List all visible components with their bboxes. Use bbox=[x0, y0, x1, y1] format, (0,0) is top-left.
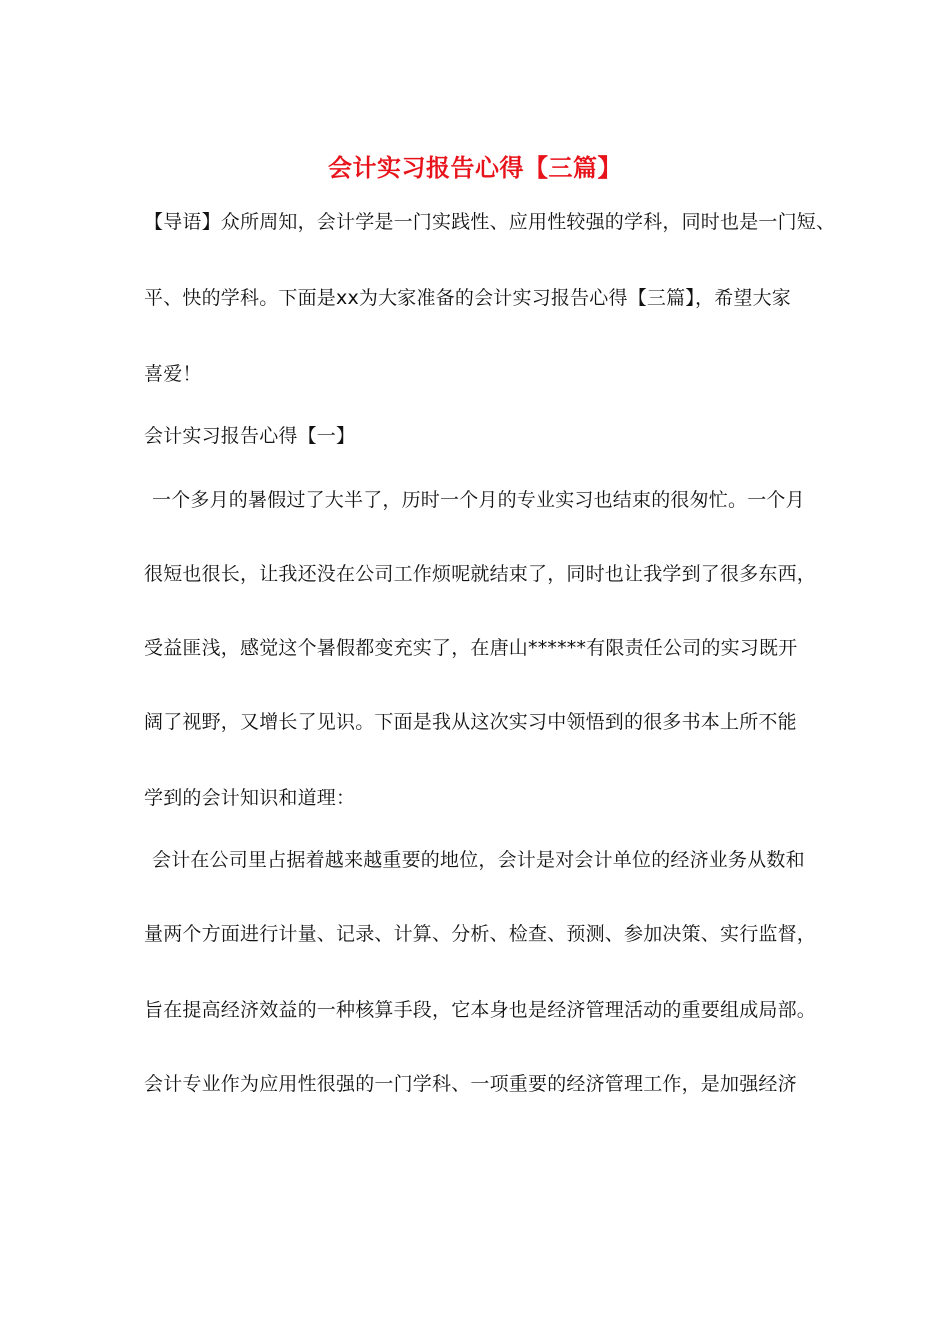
paragraph-1-line-1: 一个多月的暑假过了大半了，历时一个月的专业实习也结束的很匆忙。一个月 bbox=[152, 489, 805, 511]
intro-line-3: 喜爱！ bbox=[144, 363, 202, 385]
paragraph-1-line-4: 阔了视野，又增长了见识。下面是我从这次实习中领悟到的很多书本上所不能 bbox=[144, 711, 797, 733]
paragraph-1-line-2: 很短也很长，让我还没在公司工作烦呢就结束了，同时也让我学到了很多东西， bbox=[144, 563, 817, 585]
document-title: 会计实习报告心得【三篇】 bbox=[328, 154, 622, 182]
paragraph-1-line-5: 学到的会计知识和道理： bbox=[144, 787, 356, 809]
intro-line-2: 平、快的学科。下面是xx为大家准备的会计实习报告心得【三篇】，希望大家 bbox=[144, 287, 791, 309]
paragraph-2-line-1: 会计在公司里占据着越来越重要的地位，会计是对会计单位的经济业务从数和 bbox=[152, 849, 805, 871]
paragraph-2-line-4: 会计专业作为应用性很强的一门学科、一项重要的经济管理工作，是加强经济 bbox=[144, 1073, 797, 1095]
paragraph-1-line-3: 受益匪浅，感觉这个暑假都变充实了，在唐山******有限责任公司的实习既开 bbox=[144, 637, 798, 659]
intro-line-1: 【导语】众所周知，会计学是一门实践性、应用性较强的学科，同时也是一门短、 bbox=[144, 211, 836, 233]
paragraph-2-line-3: 旨在提高经济效益的一种核算手段，它本身也是经济管理活动的重要组成局部。 bbox=[144, 999, 817, 1021]
paragraph-2-line-2: 量两个方面进行计量、记录、计算、分析、检查、预测、参加决策、实行监督， bbox=[144, 923, 817, 945]
section-heading-1: 会计实习报告心得【一】 bbox=[144, 425, 356, 447]
